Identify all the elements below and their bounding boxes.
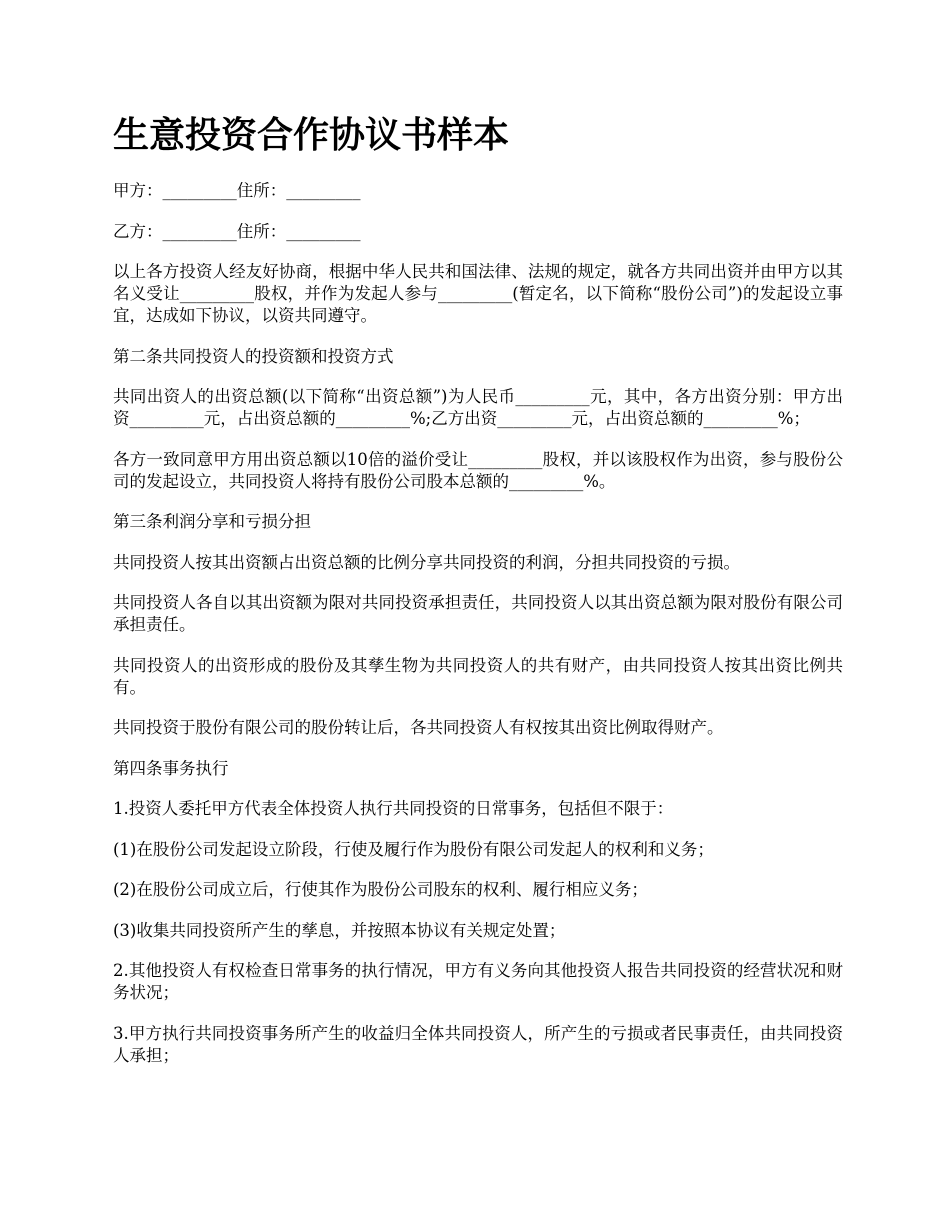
list-item-3: 3.甲方执行共同投资事务所产生的收益归全体共同投资人，所产生的亏损或者民事责任，由共同投资人承担；	[113, 1023, 843, 1065]
list-item-2: 2.其他投资人有权检查日常事务的执行情况，甲方有义务向其他投资人报告共同投资的经营状况和财务状况；	[113, 961, 843, 1002]
list-subitem-2: (2)在股份公司成立后，行使其作为股份公司股东的权利、履行相应义务；	[113, 880, 648, 899]
list-item-1: 1.投资人委托甲方代表全体投资人执行共同投资的日常事务，包括但不限于：	[113, 799, 674, 818]
party-a-line: 甲方：_________住所：_________	[113, 181, 361, 200]
paragraph-liability: 共同投资人各自以其出资额为限对共同投资承担责任，共同投资人以其出资总额为限对股份有限公司承担责任。	[113, 593, 843, 634]
section-heading-article-2: 第二条共同投资人的投资额和投资方式	[113, 346, 394, 366]
section-heading-article-3: 第三条利润分享和亏损分担	[113, 512, 311, 531]
list-subitem-1: (1)在股份公司发起设立阶段，行使及履行作为股份有限公司发起人的权利和义务；	[113, 839, 714, 859]
document-body	[113, 112, 843, 1085]
list-subitem-3: (3)收集共同投资所产生的孳息，并按照本协议有关规定处置；	[113, 920, 566, 940]
paragraph-investment-amount: 共同出资人的出资总额(以下简称“出资总额”)为人民币_________元，其中，各方出资分别：甲方出资_________元，占出资总额的_________%;乙方出资_________元，占出资总额的_________%；	[113, 387, 843, 428]
paragraph-equity-transfer: 各方一致同意甲方用出资总额以10倍的溢价受让_________股权，并以该股权作为出资，参与股份公司的发起设立，共同投资人将持有股份公司股本总额的_________%。	[113, 449, 843, 491]
preamble-paragraph: 以上各方投资人经友好协商，根据中华人民共和国法律、法规的规定，就各方共同出资并由甲方以其名义受让_________股权，并作为发起人参与_________(暂定名，以下简称“股份公司”)的发起设立事宜，达成如下协议，以资共同遵守。	[113, 262, 843, 325]
document-title: 生意投资合作协议书样本	[113, 115, 510, 156]
paragraph-joint-property: 共同投资人的出资形成的股份及其孳生物为共同投资人的共有财产，由共同投资人按其出资比例共有。	[113, 655, 843, 697]
party-b-line: 乙方：_________住所：_________	[113, 221, 361, 241]
section-heading-article-4: 第四条事务执行	[113, 758, 229, 778]
paragraph-profit-sharing: 共同投资人按其出资额占出资总额的比例分享共同投资的利润，分担共同投资的亏损。	[113, 552, 740, 572]
paragraph-share-transfer: 共同投资于股份有限公司的股份转让后，各共同投资人有权按其出资比例取得财产。	[113, 718, 724, 737]
